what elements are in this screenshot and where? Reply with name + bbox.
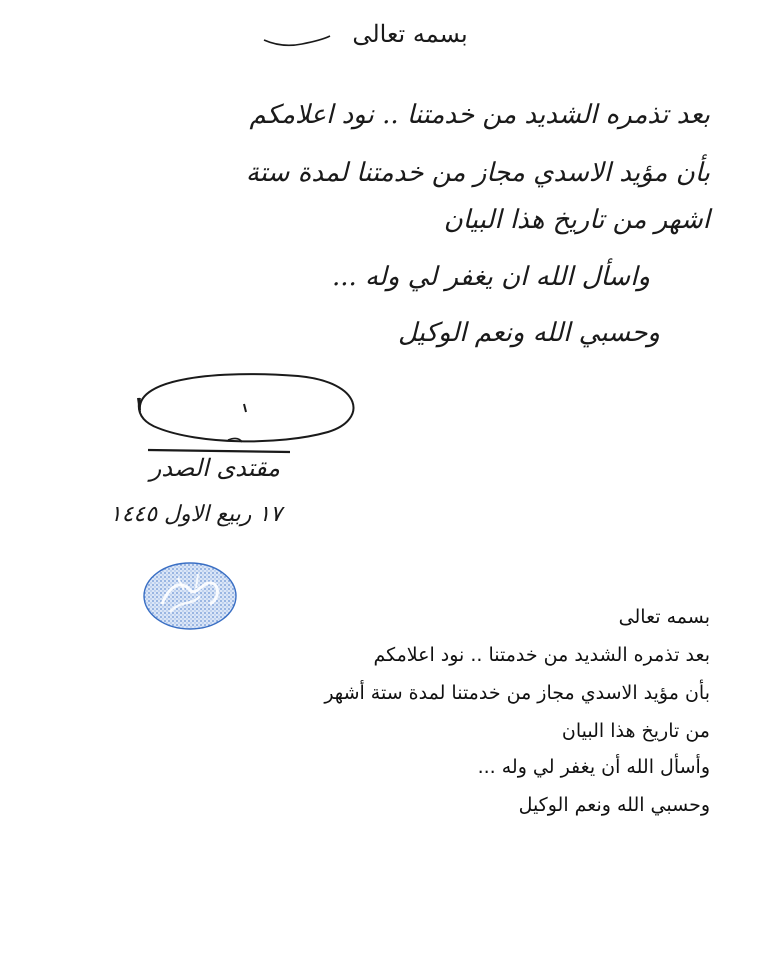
- handwritten-line-5: وحسبي الله ونعم الوكيل: [398, 318, 660, 348]
- handwritten-title: بسمه تعالى: [352, 20, 468, 48]
- signature-scribble: [128, 368, 368, 468]
- handwritten-line-4: واسأل الله ان يغفر لي وله ...: [331, 262, 650, 292]
- signature-name: مقتدى الصدر: [149, 454, 280, 482]
- typed-line-6: وحسبي الله ونعم الوكيل: [518, 794, 710, 816]
- typed-line-1: بسمه تعالى: [618, 606, 710, 628]
- official-seal-stamp: [140, 560, 240, 632]
- typed-line-2: بعد تذمره الشديد من خدمتنا .. نود اعلامكم: [373, 644, 710, 666]
- typed-line-3: بأن مؤيد الاسدي مجاز من خدمتنا لمدة ستة أشهر: [324, 682, 710, 704]
- typed-line-5: وأسأل الله أن يغفر لي وله ...: [477, 756, 710, 778]
- signature-date: ١٧ ربيع الاول ١٤٤٥: [109, 502, 282, 527]
- handwritten-line-1: بعد تذمره الشديد من خدمتنا .. نود اعلامكم: [249, 100, 710, 130]
- title-flourish: [262, 30, 332, 50]
- typed-line-4: من تاريخ هذا البيان: [561, 720, 710, 742]
- handwritten-line-3: اشهر من تاريخ هذا البيان: [443, 205, 710, 235]
- handwritten-line-2: بأن مؤيد الاسدي مجاز من خدمتنا لمدة ستة: [245, 158, 710, 188]
